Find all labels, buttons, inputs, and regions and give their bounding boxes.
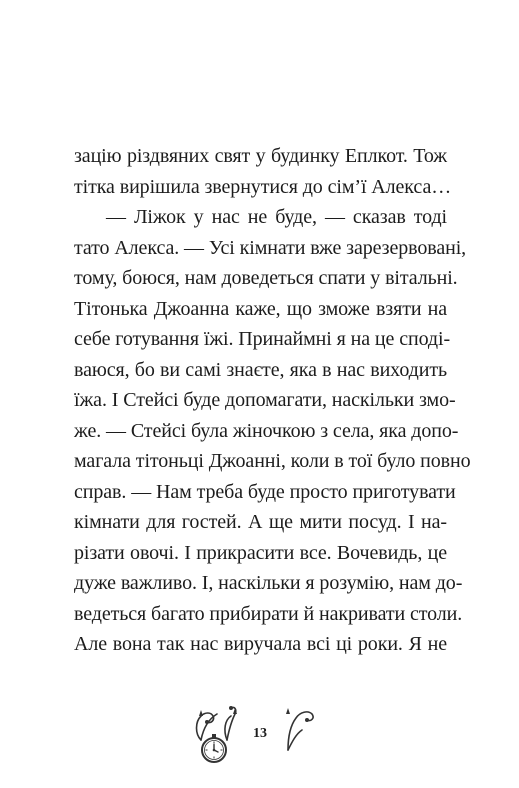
pocket-watch-flourish-icon: [191, 700, 241, 766]
text-line: тато Алекса. — Усі кімнати вже зарезервовані,: [74, 236, 467, 259]
page-footer: [0, 700, 519, 780]
text-line: себе готування їжі. Принаймні я на це споді-: [74, 328, 451, 350]
body-text: [74, 141, 471, 660]
text-line: же. — Стейсі була жіночкою з села, яка допо-: [74, 419, 459, 442]
text-line: різати овочі. І прикрасити все. Вочевидь, це: [74, 541, 447, 564]
text-line: справ. — Нам треба буде просто приготувати: [74, 480, 456, 503]
text-line: кімнати для гостей. А ще мити посуд. І на-: [74, 511, 447, 533]
text-line: Але вона так нас виручала всі ці роки. Я не: [74, 633, 447, 655]
text-line: магала тітоньці Джоанні, коли в тої було повно: [74, 450, 471, 472]
text-line: тітка вирішила звернутися до сім’ї Алекса…: [74, 175, 452, 198]
page-number: 13: [253, 726, 267, 741]
text-line: Тітонька Джоанна каже, що зможе взяти на: [74, 297, 447, 320]
text-line: тому, боюся, нам доведеться спати у вітальні.: [74, 267, 458, 289]
text-line: ваюся, бо ви самі знаєте, яка в нас виходить: [74, 358, 447, 381]
text-line: ведеться багато прибирати й накривати столи.: [74, 602, 463, 625]
text-line: — Ліжок у нас не буде, — сказав тоді: [106, 206, 447, 228]
flourish-icon: [278, 704, 318, 754]
text-line: дуже важливо. І, наскільки я розумію, нам до-: [74, 572, 463, 594]
text-line: зацію різдвяних свят у будинку Еплкот. Тож: [74, 145, 447, 167]
text-line: їжа. І Стейсі буде допомагати, наскільки змо-: [74, 389, 456, 411]
